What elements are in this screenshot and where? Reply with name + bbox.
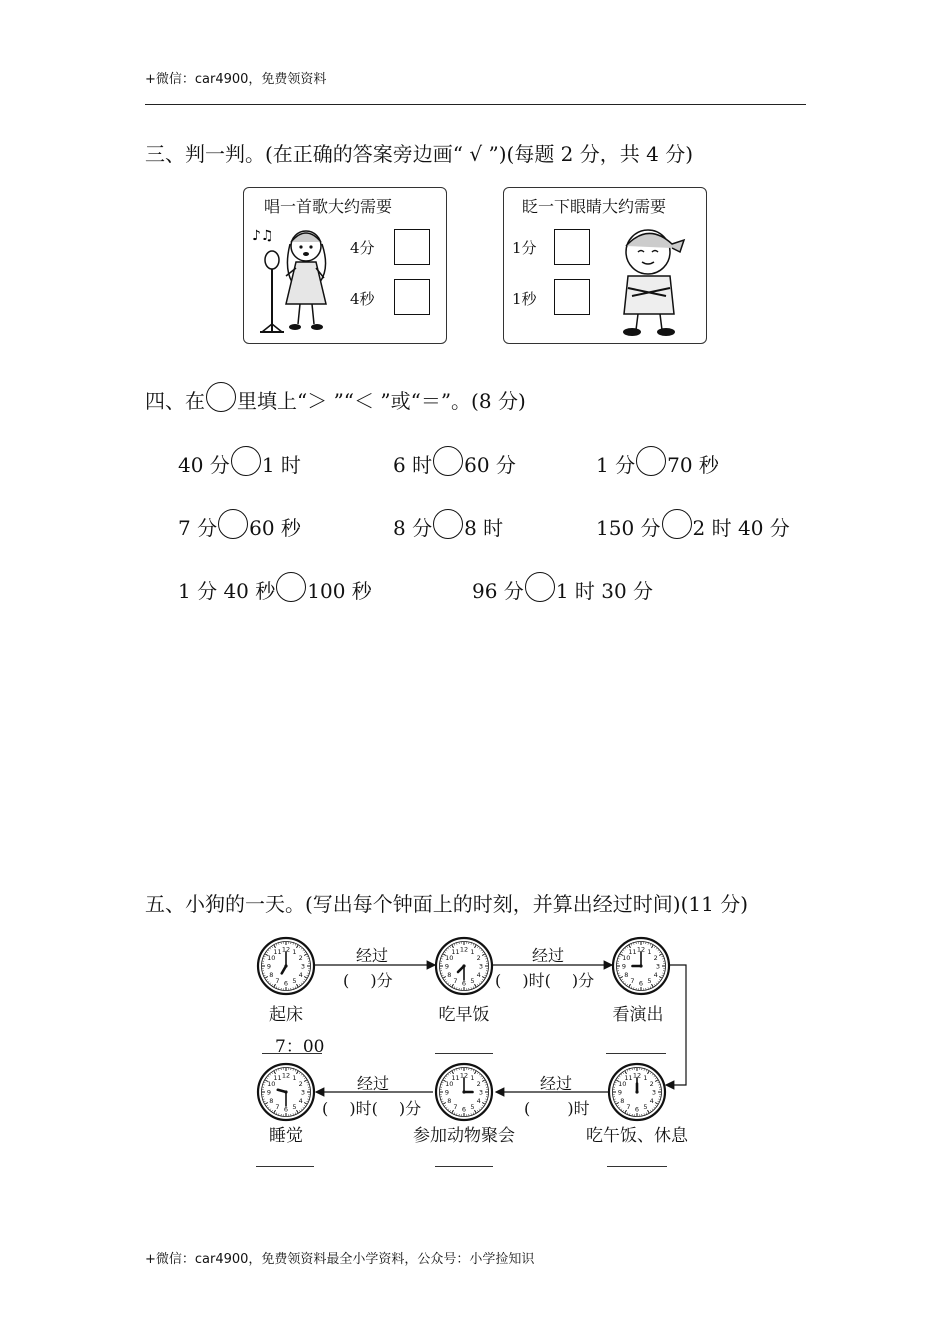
clock-label-wake: 起床 (269, 1005, 303, 1025)
clock-numeral: 4 (298, 1097, 303, 1105)
panel-blink-option-minutes: 1分 (512, 239, 537, 257)
clock-numeral: 7 (630, 977, 635, 986)
clock-numeral: 4 (653, 971, 658, 979)
clock-numeral: 3 (300, 962, 306, 971)
time-blank-sleep[interactable] (256, 1166, 314, 1167)
clock-numeral: 8 (447, 1097, 452, 1105)
clock-numeral: 2 (298, 954, 303, 962)
clock-label-breakfast: 吃早饭 (438, 1005, 490, 1025)
clock-numeral: 9 (266, 962, 272, 971)
clock-numeral: 5 (292, 977, 297, 986)
clock-numeral: 5 (470, 1103, 475, 1112)
compare-right: 1 时 (261, 453, 301, 477)
page-footer: +微信：car4900，免费领资料最全小学资料，公众号：小学捡知识 (145, 1252, 535, 1267)
clock-numeral: 9 (621, 962, 627, 971)
clock-numeral: 1 (292, 1073, 297, 1082)
compare-right: 2 时 40 分 (692, 516, 790, 540)
clock-label-show: 看演出 (612, 1005, 664, 1025)
arrow2-label-bottom: ( )时( )分 (495, 971, 595, 990)
arrow4-label-bottom: ( )时( )分 (322, 1099, 422, 1118)
clock-numeral: 10 (618, 1080, 627, 1088)
clock-face-wake (256, 936, 316, 996)
compare-right: 100 秒 (307, 579, 372, 603)
clock-numeral: 1 (292, 947, 297, 956)
clock-numeral: 12 (281, 1071, 291, 1080)
clock-numeral: 2 (476, 1080, 481, 1088)
compare-left: 1 分 (596, 453, 636, 477)
page-header: +微信：car4900，免费领资料 (145, 72, 327, 87)
clock-numeral: 4 (476, 1097, 481, 1105)
clock-numeral: 4 (649, 1097, 654, 1105)
arrow3-label-bottom: ( )时 (524, 1099, 590, 1118)
clock-numeral: 8 (624, 971, 629, 979)
clock-numeral: 9 (617, 1088, 623, 1097)
clock-numeral: 2 (476, 954, 481, 962)
clock-numeral: 3 (651, 1088, 657, 1097)
compare-left: 6 时 (393, 453, 433, 477)
compare-right: 8 时 (464, 516, 504, 540)
clock-label-sleep: 睡觉 (269, 1126, 303, 1146)
compare-right: 60 分 (464, 453, 516, 477)
clock-numeral: 8 (269, 1097, 274, 1105)
clock-numeral: 2 (649, 1080, 654, 1088)
clock-numeral: 1 (470, 1073, 475, 1082)
clock-numeral: 6 (461, 979, 467, 988)
clock-numeral: 5 (643, 1103, 648, 1112)
clock-numeral: 3 (478, 962, 484, 971)
clock-numeral: 11 (628, 947, 637, 956)
clock-numeral: 3 (478, 1088, 484, 1097)
clock-center (635, 1090, 638, 1093)
clock-numeral: 11 (273, 947, 282, 956)
clock-numeral: 12 (636, 945, 646, 954)
clock-numeral: 3 (300, 1088, 306, 1097)
clock-numeral: 10 (622, 954, 631, 962)
clock-numeral: 8 (269, 971, 274, 979)
time-blank-wake (262, 1053, 322, 1054)
clock-numeral: 6 (461, 1105, 467, 1114)
clock-numeral: 5 (647, 977, 652, 986)
clock-numeral: 11 (451, 947, 460, 956)
clock-numeral: 7 (275, 1103, 280, 1112)
clock-numeral: 2 (298, 1080, 303, 1088)
clock-numeral: 4 (298, 971, 303, 979)
clock-face-breakfast (434, 936, 494, 996)
clock-numeral: 12 (632, 1071, 642, 1080)
time-blank-breakfast[interactable] (435, 1053, 493, 1054)
arrow1-label-top: 经过 (356, 946, 389, 965)
clock-face-party (434, 1062, 494, 1122)
clock-numeral: 6 (638, 979, 644, 988)
arrow2-label-top: 经过 (532, 946, 565, 965)
clock-numeral: 6 (283, 1105, 289, 1114)
clock-numeral: 1 (470, 947, 475, 956)
section5-title: 五、小狗的一天。(写出每个钟面上的时刻，并算出经过时间)(11 分) (145, 892, 749, 916)
compare-right: 1 时 30 分 (555, 579, 654, 603)
time-blank-lunch[interactable] (607, 1166, 667, 1167)
clock-label-party: 参加动物聚会 (413, 1126, 515, 1146)
clock-numeral: 6 (634, 1105, 640, 1114)
section3-title: 三、判一判。(在正确的答案旁边画“ √ ”)(每题 2 分，共 4 分) (145, 142, 693, 166)
time-blank-party[interactable] (435, 1166, 493, 1167)
clock-numeral: 9 (444, 962, 450, 971)
clock-numeral: 8 (447, 971, 452, 979)
clock-face-lunch (607, 1062, 667, 1122)
arrow4-label-top: 经过 (357, 1074, 390, 1093)
clock-center (462, 1090, 465, 1093)
clock-numeral: 6 (283, 979, 289, 988)
svg-text:♪♫: ♪♫ (252, 228, 274, 244)
clock-face-show (611, 936, 671, 996)
compare-left: 7 分 (178, 516, 218, 540)
clock-center (639, 964, 642, 967)
compare-right: 70 秒 (667, 453, 719, 477)
clock-numeral: 4 (476, 971, 481, 979)
clock-numeral: 11 (273, 1073, 282, 1082)
clock-numeral: 10 (445, 1080, 454, 1088)
panel-blink-title: 眨一下眼睛大约需要 (522, 197, 667, 216)
clock-numeral: 2 (653, 954, 658, 962)
time-blank-show[interactable] (606, 1053, 666, 1054)
clock-numeral: 7 (275, 977, 280, 986)
clock-numeral: 9 (444, 1088, 450, 1097)
clock-numeral: 1 (643, 1073, 648, 1082)
clock-numeral: 11 (451, 1073, 460, 1082)
clock-numeral: 12 (459, 1071, 469, 1080)
compare-right: 60 秒 (249, 516, 301, 540)
given-time-wake: 7：00 (275, 1037, 325, 1057)
clock-numeral: 11 (624, 1073, 633, 1082)
clock-numeral: 1 (647, 947, 652, 956)
panel-blink-option-seconds: 1秒 (512, 290, 537, 308)
panel-song-title: 唱一首歌大约需要 (264, 197, 393, 216)
clock-numeral: 9 (266, 1088, 272, 1097)
compare-left: 40 分 (178, 453, 230, 477)
clock-label-lunch: 吃午饭、休息 (586, 1126, 688, 1146)
compare-left: 1 分 40 秒 (178, 579, 276, 603)
clock-numeral: 10 (267, 954, 276, 962)
clock-numeral: 10 (267, 1080, 276, 1088)
arrow1-label-bottom: ( )分 (343, 971, 393, 990)
clock-numeral: 5 (470, 977, 475, 986)
clock-numeral: 12 (281, 945, 291, 954)
panel-song-option-minutes: 4分 (350, 239, 375, 257)
clock-numeral: 3 (655, 962, 661, 971)
compare-left: 8 分 (393, 516, 433, 540)
clock-numeral: 8 (620, 1097, 625, 1105)
section4-title-pre: 四、在 (145, 389, 205, 413)
compare-left: 150 分 (596, 516, 661, 540)
clock-numeral: 7 (626, 1103, 631, 1112)
clock-center (284, 1090, 287, 1093)
compare-left: 96 分 (472, 579, 524, 603)
arrow3-label-top: 经过 (540, 1074, 573, 1093)
section4-title-post: 里填上“＞ ”“＜ ”或“＝”。(8 分) (237, 389, 526, 413)
clock-numeral: 10 (445, 954, 454, 962)
clock-numeral: 5 (292, 1103, 297, 1112)
clock-center (462, 964, 465, 967)
clock-numeral: 12 (459, 945, 469, 954)
clock-numeral: 7 (453, 1103, 458, 1112)
panel-song-option-seconds: 4秒 (350, 290, 375, 308)
clock-center (284, 964, 287, 967)
clock-face-sleep (256, 1062, 316, 1122)
clock-numeral: 7 (453, 977, 458, 986)
